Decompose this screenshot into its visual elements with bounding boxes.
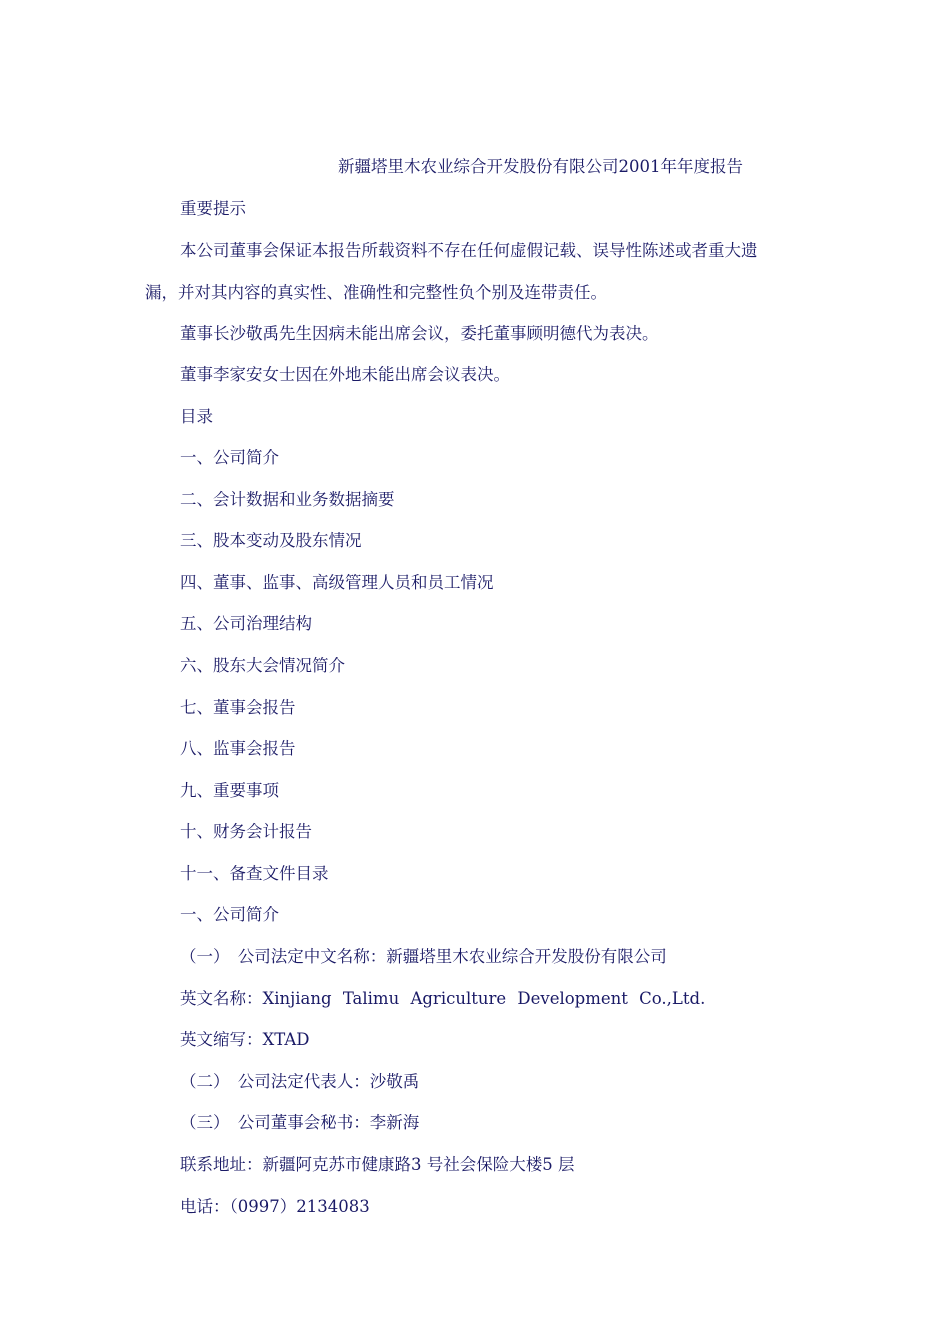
company-english-name: 英文名称：Xinjiang Talimu Agriculture Development Co.,Ltd. (180, 989, 706, 1008)
notice-heading: 重要提示 (180, 199, 246, 218)
notice-paragraph-1-continued: 漏，并对其内容的真实性、准确性和完整性负个别及连带责任。 (145, 283, 607, 302)
board-secretary: （三） 公司董事会秘书：李新海 (180, 1113, 420, 1132)
section-heading: 一、公司简介 (180, 905, 279, 924)
toc-item: 四、董事、监事、高级管理人员和员工情况 (180, 573, 494, 592)
company-english-abbreviation: 英文缩写：XTAD (180, 1030, 310, 1049)
toc-item: 八、监事会报告 (180, 739, 296, 758)
toc-item: 九、重要事项 (180, 781, 279, 800)
contact-address: 联系地址：新疆阿克苏市健康路3 号社会保险大楼5 层 (180, 1155, 575, 1174)
toc-item: 二、会计数据和业务数据摘要 (180, 490, 395, 509)
legal-representative: （二） 公司法定代表人：沙敬禹 (180, 1072, 420, 1091)
company-chinese-name: （一） 公司法定中文名称：新疆塔里木农业综合开发股份有限公司 (180, 947, 667, 966)
notice-paragraph-1: 本公司董事会保证本报告所载资料不存在任何虚假记载、误导性陈述或者重大遗 (180, 241, 758, 260)
toc-item: 七、董事会报告 (180, 698, 296, 717)
toc-item: 三、股本变动及股东情况 (180, 531, 362, 550)
report-title: 新疆塔里木农业综合开发股份有限公司2001年年度报告 (338, 157, 743, 176)
toc-item: 五、公司治理结构 (180, 614, 312, 633)
notice-paragraph-2: 董事长沙敬禹先生因病未能出席会议，委托董事顾明德代为表决。 (180, 324, 659, 343)
toc-item: 十、财务会计报告 (180, 822, 312, 841)
toc-heading: 目录 (180, 407, 213, 426)
toc-item: 十一、备查文件目录 (180, 864, 329, 883)
contact-phone: 电话：（0997）2134083 (180, 1197, 370, 1216)
notice-paragraph-3: 董事李家安女士因在外地未能出席会议表决。 (180, 365, 510, 384)
toc-item: 一、公司简介 (180, 448, 279, 467)
toc-item: 六、股东大会情况简介 (180, 656, 345, 675)
